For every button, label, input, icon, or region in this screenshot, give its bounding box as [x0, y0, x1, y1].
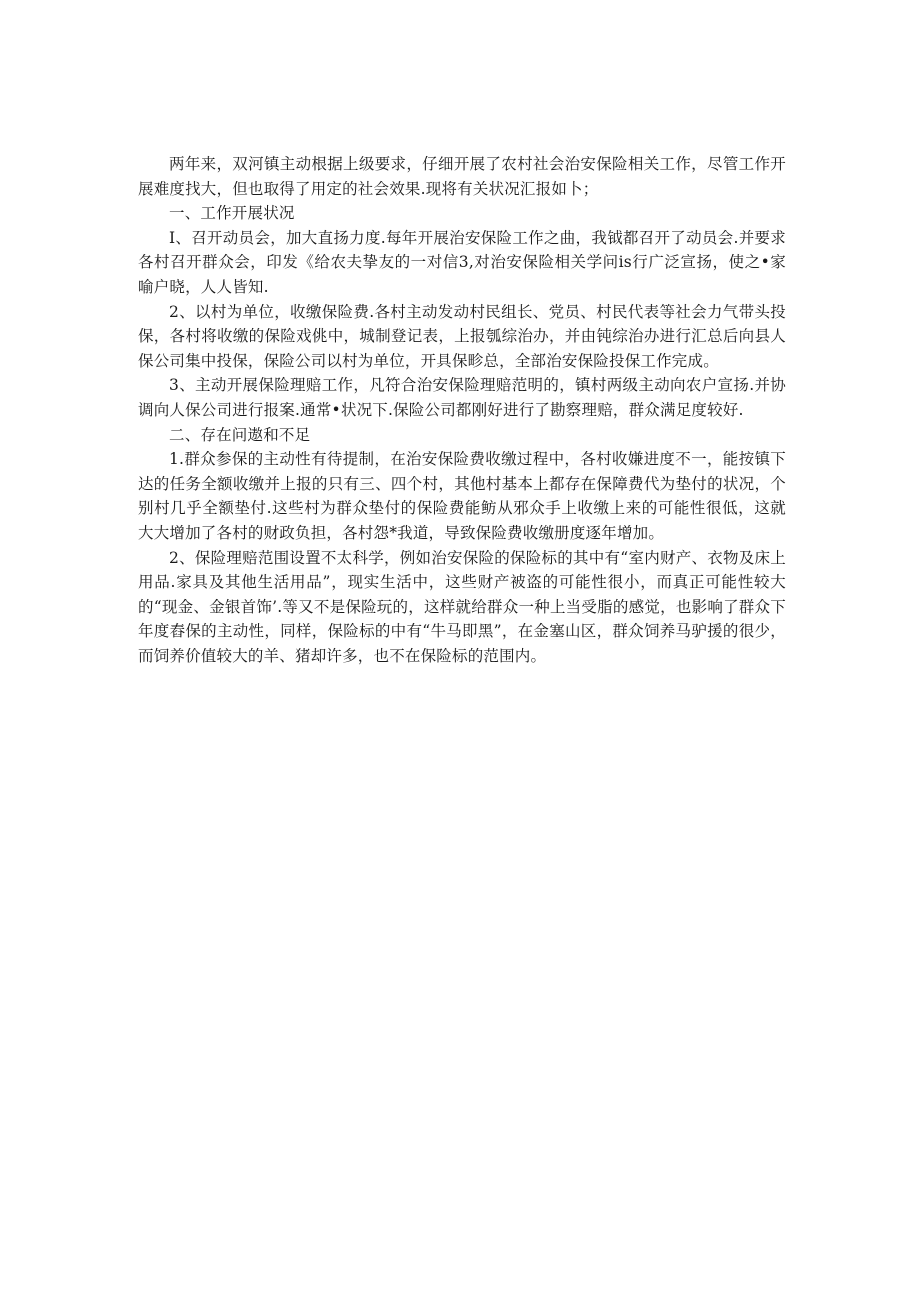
intro-paragraph: 两年来，双河镇主动根据上级要求，仔细开展了农村社会治安保险相关工作，尽管工作开展难度找大，但也取得了用定的社会效果.现将有关状况汇报如卜； — [138, 155, 786, 198]
section-1-item-2: 2、以村为单位，收缴保险费.各村主动发动村民组长、党员、村民代表等社会力气带头投保，各村将收缴的保险戏佻中，城制登记表，上报瓠综治办，并由钝综治办进行汇总后向县人保公司集中投保，保险公司以村为单位，开具保畛总，全部治安保险投保工作完成。 — [138, 302, 786, 370]
section-1-item-3: 3、主动开展保险理赔工作，凡符合治安保险理赔范明的，镇村两级主动向农户宣扬.并协调向人保公司进行报案.通常•状况下.保险公司都刚好进行了勘察理赔，群众满足度较好. — [138, 376, 786, 419]
section-2-item-2: 2、保险理赔范围设置不太科学，例如治安保险的保险标的其中有“室内财产、衣物及床上用品.家具及其他生活用品”，现实生活中，这些财产被盗的可能性很小，而真正可能性较大的“现金、金银首饰’.等又不是保险玩的，这样就给群众一种上当受脂的感觉，也影响了群众下年度舂保的主动性，同样，保险标的中有“牛马即黑”，在金塞山区，群众饲养马驴援的很少，而饲养价值较大的羊、猪却许多，也不在保险标的范围内。 — [138, 548, 786, 665]
section-1-heading: 一、工作开展状况 — [169, 204, 295, 223]
document-body — [138, 152, 786, 668]
section-2-item-1: 1.群众参保的主动性有待提制，在治安保险费收缴过程中，各村收嫌进度不一，能按镇下达的任务全额收缴并上报的只有三、四个村，其他村基本上都存在保障费代为垫付的状况，个别村几乎全额垫付.这些村为群众垫付的保险费能鲂从邪众手上收缴上来的可能性很低，这就大大增加了各村的财政负担，各村怨*我道，导致保险费收缴册度逐年增加。 — [138, 450, 786, 542]
section-1-item-1: I、召开动员会，加大直扬力度.每年开展治安保险工作之曲，我钺都召开了动员会.并要求各村召开群众会，印发《给农夫挚友的一对信3,对治安保险相关学问is行广泛宣扬，使之•家喻户晓，人人皆知. — [138, 228, 786, 296]
section-2-heading: 二、存在问遨和不足 — [169, 425, 311, 444]
